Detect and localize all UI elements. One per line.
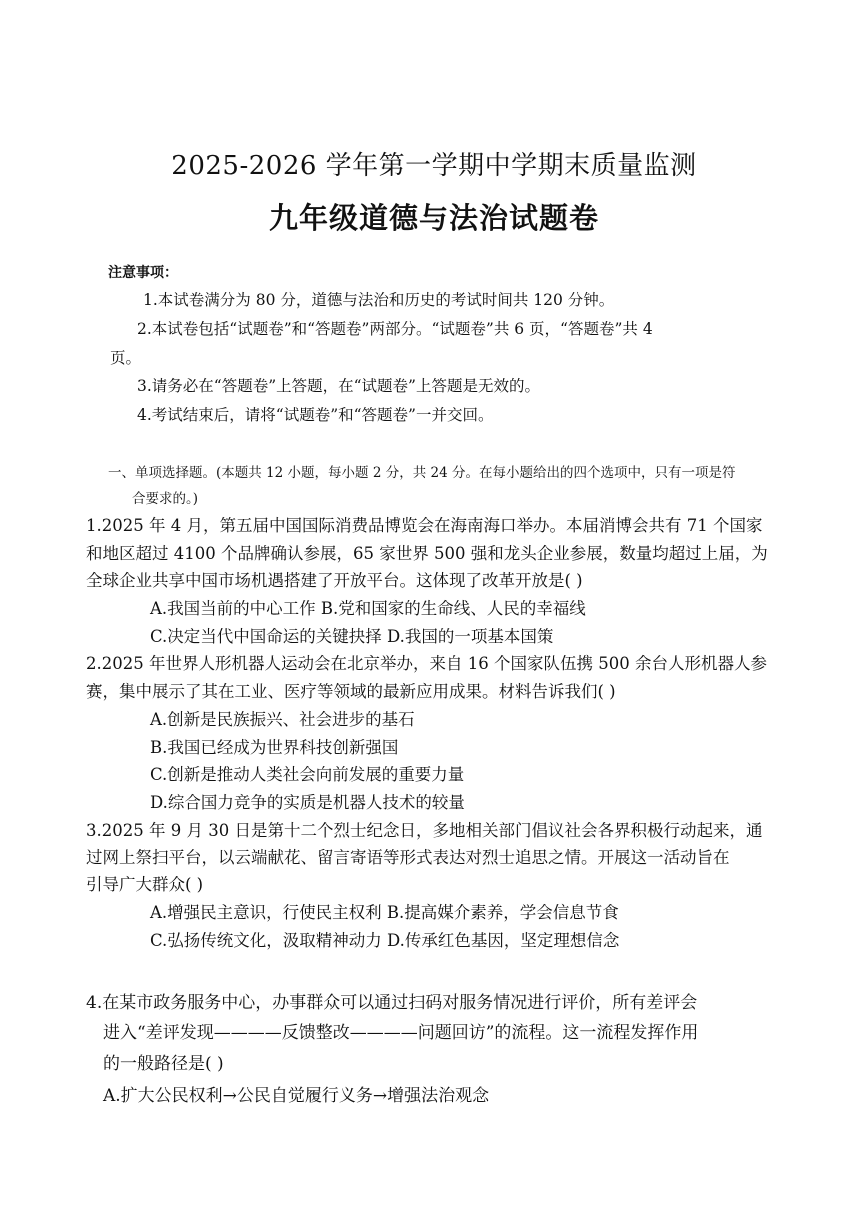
section-heading: 一、单项选择题。(本题共 12 小题，每小题 2 分，共 24 分。在每小题给出的四个选项中，只有一项是符 xyxy=(108,465,736,481)
question-1-text: 和地区超过 4100 个品牌确认参展，65 家世界 500 强和龙头企业参展，数量均超过上届，为 xyxy=(86,544,768,563)
question-4-text: 4.在某市政务服务中心，办事群众可以通过扫码对服务情况进行评价，所有差评会 xyxy=(86,993,698,1013)
question-3-text: 引导广大群众( ) xyxy=(86,875,204,894)
notice-item: 3.请务必在“答题卷”上答题，在“试题卷”上答题是无效的。 xyxy=(137,377,540,395)
question-1-option: A.我国当前的中心工作 B.党和国家的生命线、人民的幸福线 xyxy=(150,599,586,618)
question-2-option: A.创新是民族振兴、社会进步的基石 xyxy=(150,710,415,729)
question-4-option: A.扩大公民权利→公民自觉履行义务→增强法治观念 xyxy=(103,1086,490,1106)
question-3-option: C.弘扬传统文化，汲取精神动力 D.传承红色基因，坚定理想信念 xyxy=(150,931,620,950)
question-2-text: 2.2025 年世界人形机器人运动会在北京举办，来自 16 个国家队伍携 500 余台人形机器人参 xyxy=(86,654,767,673)
question-4-text: 进入“差评发现————反馈整改————问题回访”的流程。这一流程发挥作用 xyxy=(103,1023,699,1043)
section-heading-cont: 合要求的。) xyxy=(132,491,199,507)
question-2-option: D.综合国力竞争的实质是机器人技术的较量 xyxy=(150,793,465,812)
notice-heading: 注意事项： xyxy=(108,265,178,281)
question-4-text: 的一般路径是( ) xyxy=(103,1054,224,1074)
exam-subtitle: 九年级道德与法治试题卷 xyxy=(268,201,599,235)
question-3-option: A.增强民主意识，行使民主权利 B.提高媒介素养，学会信息节食 xyxy=(150,903,619,922)
question-2-option: C.创新是推动人类社会向前发展的重要力量 xyxy=(150,765,465,784)
question-1-text: 1.2025 年 4 月，第五届中国国际消费品博览会在海南海口举办。本届消博会共有 71 个国家 xyxy=(86,516,763,535)
question-3-text: 过网上祭扫平台，以云端献花、留言寄语等形式表达对烈士追思之情。开展这一活动旨在 xyxy=(86,848,730,867)
question-2-text: 赛，集中展示了其在工业、医疗等领域的最新应用成果。材料告诉我们( ) xyxy=(86,682,616,701)
question-2-option: B.我国已经成为世界科技创新强国 xyxy=(150,738,399,757)
question-1-option: C.决定当代中国命运的关键抉择 D.我国的一项基本国策 xyxy=(150,627,554,646)
notice-item: 2.本试卷包括“试题卷”和“答题卷”两部分。“试题卷”共 6 页，“答题卷”共 4 xyxy=(137,320,653,338)
notice-item: 4.考试结束后，请将“试题卷”和“答题卷”一并交回。 xyxy=(137,406,494,424)
notice-item: 页。 xyxy=(110,349,142,367)
notice-item: 1.本试卷满分为 80 分，道德与法治和历史的考试时间共 120 分钟。 xyxy=(143,291,615,309)
question-3-text: 3.2025 年 9 月 30 日是第十二个烈士纪念日，多地相关部门倡议社会各界积极行动起来，通 xyxy=(86,821,763,840)
question-1-text: 全球企业共享中国市场机遇搭建了开放平台。这体现了改革开放是( ) xyxy=(86,571,583,590)
exam-title: 2025-2026 学年第一学期中学期末质量监测 xyxy=(171,151,697,181)
